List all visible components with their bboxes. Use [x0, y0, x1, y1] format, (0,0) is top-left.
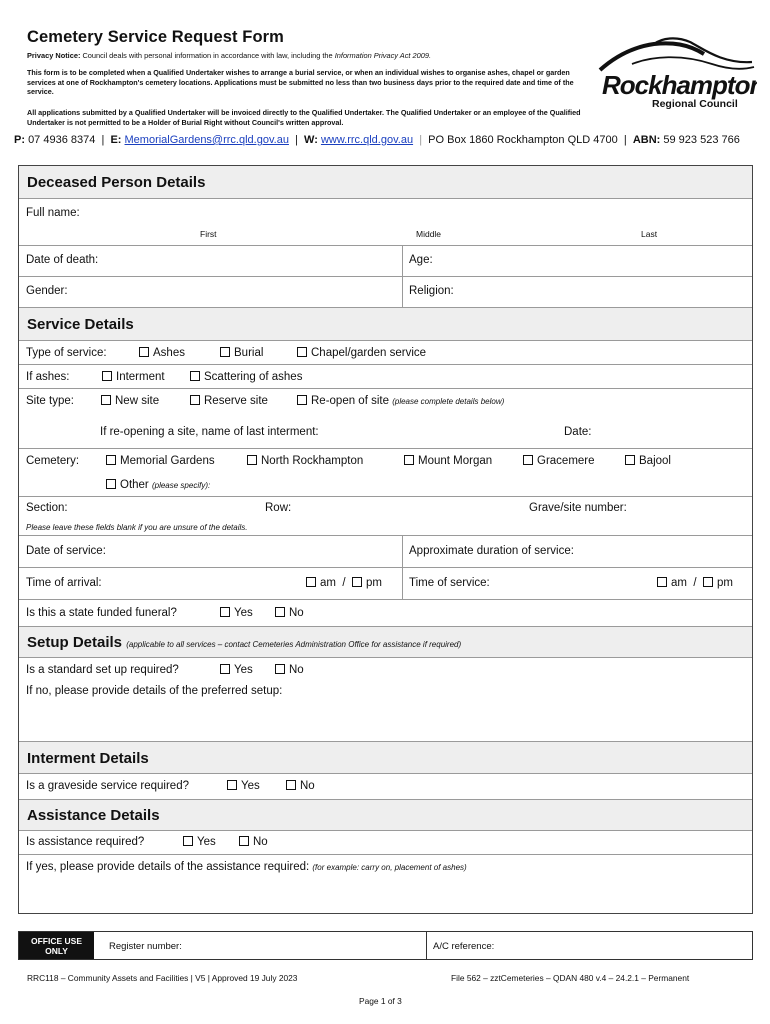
page-number: Page 1 of 3 — [359, 996, 402, 1006]
scattering-checkbox[interactable]: Scattering of ashes — [190, 371, 302, 383]
cemetery-row — [19, 449, 752, 497]
form-title: Cemetery Service Request Form — [27, 28, 284, 46]
reopen-date-field[interactable]: Date: — [564, 426, 592, 438]
section-service — [19, 308, 752, 341]
office-use-box — [18, 931, 753, 960]
abn-number: 59 923 523 766 — [663, 134, 740, 146]
date-duration-row — [19, 536, 752, 568]
email-link[interactable]: MemorialGardens@rrc.qld.gov.au — [124, 134, 289, 146]
footer-right: File 562 – zztCemeteries – QDAN 480 v.4 – 24.2.1 – Permanent — [451, 973, 690, 983]
office-use-badge: OFFICE USE ONLY — [19, 932, 94, 959]
standard-setup-label: Is a standard set up required? — [26, 664, 179, 676]
phone-label: P: — [14, 134, 25, 146]
middle-name-caption: Middle — [416, 229, 442, 239]
assistance-details-label: If yes, please provide details of the assistance required: (for example: carry on, placement of ashes) — [26, 861, 467, 873]
last-name-caption: Last — [641, 229, 658, 239]
date-of-service-field[interactable]: Date of service: — [26, 545, 106, 557]
service-am-pm[interactable]: am / pm — [657, 577, 733, 589]
time-of-arrival-field[interactable]: Time of arrival: — [26, 577, 102, 589]
assistance-details-row[interactable] — [19, 855, 752, 913]
council-logo — [592, 34, 757, 110]
site-type-row — [19, 389, 752, 449]
bajool-checkbox[interactable]: Bajool — [625, 455, 671, 467]
burial-checkbox[interactable]: Burial — [220, 347, 263, 359]
service-type-row — [19, 341, 752, 365]
footer-left: RRC118 – Community Assets and Facilities | V5 | Approved 19 July 2023 — [27, 973, 298, 983]
full-name-row[interactable] — [19, 199, 752, 246]
service-type-label: Type of service: — [26, 347, 107, 359]
assistance-yes[interactable]: Yes — [183, 836, 216, 848]
ashes-checkbox[interactable]: Ashes — [139, 347, 185, 359]
section-field[interactable]: Section: — [26, 502, 68, 514]
privacy-label: Privacy Notice: — [27, 51, 81, 60]
po-box: PO Box 1860 Rockhampton QLD 4700 — [428, 134, 618, 146]
full-name-label: Full name: — [26, 207, 80, 219]
gender-religion-row — [19, 277, 752, 308]
state-funded-yes[interactable]: Yes — [220, 607, 253, 619]
section-deceased — [19, 166, 752, 199]
section-heading: Interment Details — [27, 750, 149, 767]
assistance-no[interactable]: No — [239, 836, 268, 848]
if-ashes-label: If ashes: — [26, 371, 70, 383]
section-heading: Deceased Person Details — [27, 174, 206, 191]
state-funded-row — [19, 600, 752, 627]
gracemere-checkbox[interactable]: Gracemere — [523, 455, 595, 467]
time-of-service-field[interactable]: Time of service: — [409, 577, 490, 589]
state-funded-label: Is this a state funded funeral? — [26, 607, 177, 619]
section-heading: Service Details — [27, 316, 134, 333]
assistance-row — [19, 831, 752, 855]
intro-paragraph: This form is to be completed when a Qualified Undertaker wishes to arrange a burial service, or when an individual wishes to organise ashes, chapel or garden services at one of Rockhampton's cemetery locations. Applications must be submitted no less than two business days prior to the required date and time of the service. — [27, 68, 574, 97]
arrival-am-pm[interactable]: am / pm — [306, 577, 382, 589]
phone-number: 07 4936 8374 — [28, 134, 96, 146]
death-age-row — [19, 246, 752, 277]
chapel-checkbox[interactable]: Chapel/garden service — [297, 347, 426, 359]
request-form — [18, 165, 753, 914]
religion-field[interactable]: Religion: — [409, 285, 454, 297]
register-number-field[interactable]: Register number: — [109, 941, 182, 952]
state-funded-no[interactable]: No — [275, 607, 304, 619]
standard-setup-no[interactable]: No — [275, 664, 304, 676]
age-field[interactable]: Age: — [409, 254, 433, 266]
abn-label: ABN: — [632, 134, 661, 146]
assistance-label: Is assistance required? — [26, 836, 145, 848]
site-type-label: Site type: — [26, 395, 74, 407]
memorial-gardens-checkbox[interactable]: Memorial Gardens — [106, 455, 215, 467]
reserve-site-checkbox[interactable]: Reserve site — [190, 395, 268, 407]
new-site-checkbox[interactable]: New site — [101, 395, 159, 407]
date-of-death-field[interactable]: Date of death: — [26, 254, 99, 266]
graveside-yes[interactable]: Yes — [227, 780, 260, 792]
setup-heading: Setup Details (applicable to all services – contact Cemeteries Administration Office for assistance if required) — [27, 634, 462, 651]
section-interment — [19, 742, 752, 774]
email-label: E: — [110, 134, 122, 146]
time-row — [19, 568, 752, 600]
cemetery-label: Cemetery: — [26, 455, 80, 467]
row-field[interactable]: Row: — [265, 502, 292, 514]
invoice-paragraph: All applications submitted by a Qualified Undertaker will be invoiced directly to the Qualified Undertaker. The Qualified Undertaker or an employee of the Qualified Undertaker is not permitted to be a Holder of Burial Right without Council's written approval. — [27, 108, 581, 127]
setup-row — [19, 658, 752, 742]
web-label: W: — [304, 134, 318, 146]
blank-fields-note: Please leave these fields blank if you are unsure of the details. — [26, 523, 248, 532]
privacy-act: Information Privacy Act 2009. — [334, 51, 431, 60]
graveside-label: Is a graveside service required? — [26, 780, 189, 792]
web-link[interactable]: www.rrc.qld.gov.au — [320, 134, 414, 146]
standard-setup-yes[interactable]: Yes — [220, 664, 253, 676]
section-heading: Assistance Details — [27, 807, 160, 824]
duration-field[interactable]: Approximate duration of service: — [409, 545, 574, 557]
graveside-no[interactable]: No — [286, 780, 315, 792]
reopen-name-field[interactable]: If re-opening a site, name of last interment: — [100, 426, 319, 438]
interment-checkbox[interactable]: Interment — [102, 371, 165, 383]
logo-main-text: Rockhampton — [602, 70, 757, 100]
privacy-text: Council deals with personal information in accordance with law, including the — [82, 51, 333, 60]
logo-sub-text: Regional Council — [652, 98, 738, 110]
grave-number-field[interactable]: Grave/site number: — [529, 502, 627, 514]
first-name-caption: First — [200, 229, 217, 239]
privacy-notice — [27, 51, 587, 60]
section-assistance — [19, 800, 752, 831]
plot-row — [19, 497, 752, 536]
contact-line: P: 07 4936 8374 | E: MemorialGardens@rrc.qld.gov.au | W: www.rrc.qld.gov.au | PO Box 1860 Rockhampton QLD 4700 | ABN: 59 923 523 766 — [14, 134, 740, 146]
gender-field[interactable]: Gender: — [26, 285, 68, 297]
section-setup — [19, 627, 752, 658]
reopen-site-checkbox[interactable]: Re-open of site (please complete details below) — [297, 395, 504, 407]
preferred-setup-field[interactable]: If no, please provide details of the preferred setup: — [26, 685, 283, 697]
graveside-row — [19, 774, 752, 800]
ashes-row — [19, 365, 752, 389]
other-cemetery-checkbox[interactable]: Other (please specify): — [106, 479, 210, 491]
ac-reference-field[interactable]: A/C reference: — [433, 941, 495, 952]
north-rockhampton-checkbox[interactable]: North Rockhampton — [247, 455, 363, 467]
mount-morgan-checkbox[interactable]: Mount Morgan — [404, 455, 492, 467]
